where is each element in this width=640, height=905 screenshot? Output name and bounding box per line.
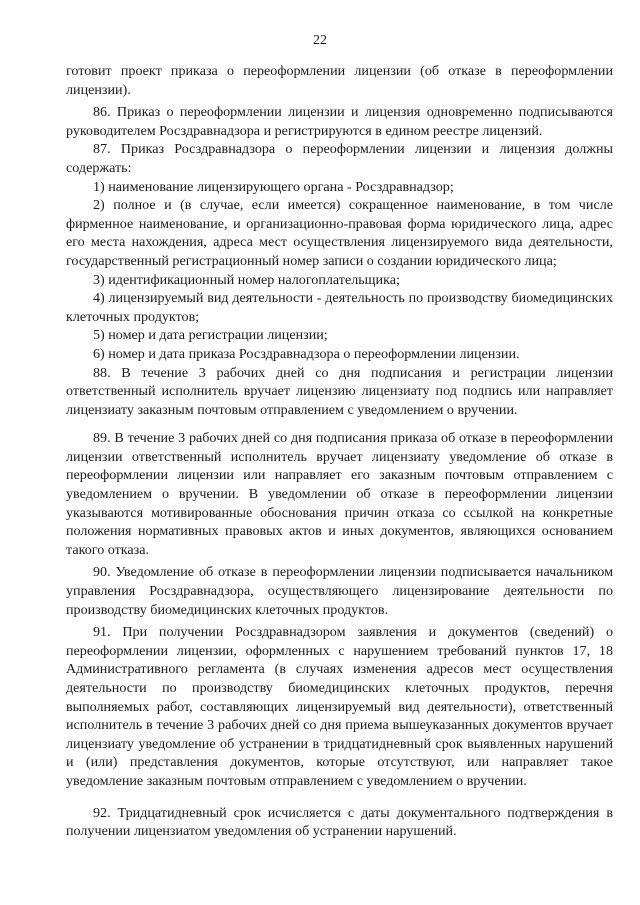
paragraph-continuation: готовит проект приказа о переоформлении лицензии (об отказе в переоформлении лицензии).	[66, 63, 613, 98]
paragraph-90: 90. Уведомление об отказе в переоформлении лицензии подписывается начальником управления Росздравнадзора, осуществляющего лицензирование деятельности по производству биомедицинских клеточных продуктов.	[66, 564, 613, 618]
list-item-6: 6) номер и дата приказа Росздравнадзора о переоформлении лицензии.	[93, 345, 520, 362]
paragraph-88: 88. В течение 3 рабочих дней со дня подписания и регистрации лицензии ответственный исполнитель вручает лицензию лицензиату под подпись или направляет лицензиату заказным почтовым отправлением с уведомлением о вручении.	[66, 364, 613, 418]
list-item-5: 5) номер и дата регистрации лицензии;	[93, 327, 328, 344]
paragraph-91: 91. При получении Росздравнадзором заявления и документов (сведений) о переоформлении лицензии, оформленных с нарушением требований пунктов 17, 18 Административного регламента (в случаях изменения адресов мест осуществления деятельности по производству биомедицинских клеточных продуктов, перечня выполняемых работ, составляющих лицензируемый вид деятельности), ответственный исполнитель в течение 3 рабочих дней со дня приема вышеуказанных документов вручает лицензиату уведомление об устранении в тридцатидневный срок выявленных нарушений и (или) представления документов, которые отсутствуют, или направляет такое уведомление заказным почтовым отправлением с уведомлением о вручении.	[66, 624, 613, 789]
paragraph-86: 86. Приказ о переоформлении лицензии и лицензия одновременно подписываются руководителем Росздравнадзора и регистрируются в едином реестре лицензий.	[66, 104, 613, 139]
list-item-1: 1) наименование лицензирующего органа - Росздравнадзор;	[93, 178, 454, 195]
paragraph-92: 92. Тридцатидневный срок исчисляется с даты документального подтверждения в получении лицензиатом уведомления об устранении нарушений.	[66, 804, 613, 840]
paragraph-89: 89. В течение 3 рабочих дней со дня подписания приказа об отказе в переоформлении лицензии ответственный исполнитель вручает лицензиату уведомление об отказе в переоформлении лицензии или направляет его заказным почтовым отправлением с уведомлением о вручении. В уведомлении об отказе в переоформлении лицензии указываются мотивированные обоснования причин отказа со ссылкой на конкретные положения нормативных правовых актов и иных документов, являющихся основанием такого отказа.	[66, 430, 613, 558]
list-item-4: 4) лицензируемый вид деятельности - деятельность по производству биомедицинских клеточных продуктов;	[66, 290, 613, 325]
list-item-3: 3) идентификационный номер налогоплательщика;	[93, 271, 400, 288]
paragraph-87: 87. Приказ Росздравнадзора о переоформлении лицензии и лицензия должны содержать:	[66, 141, 613, 176]
list-item-2: 2) полное и (в случае, если имеется) сокращенное наименование, в том числе фирменное наименование, и организационно-правовая форма юридического лица, адрес его места нахождения, адреса мест осуществления лицензируемого вида деятельности, государственный регистрационный номер записи о создании юридического лица;	[66, 197, 613, 269]
document-body	[66, 62, 613, 841]
page-number: 22	[313, 33, 327, 48]
